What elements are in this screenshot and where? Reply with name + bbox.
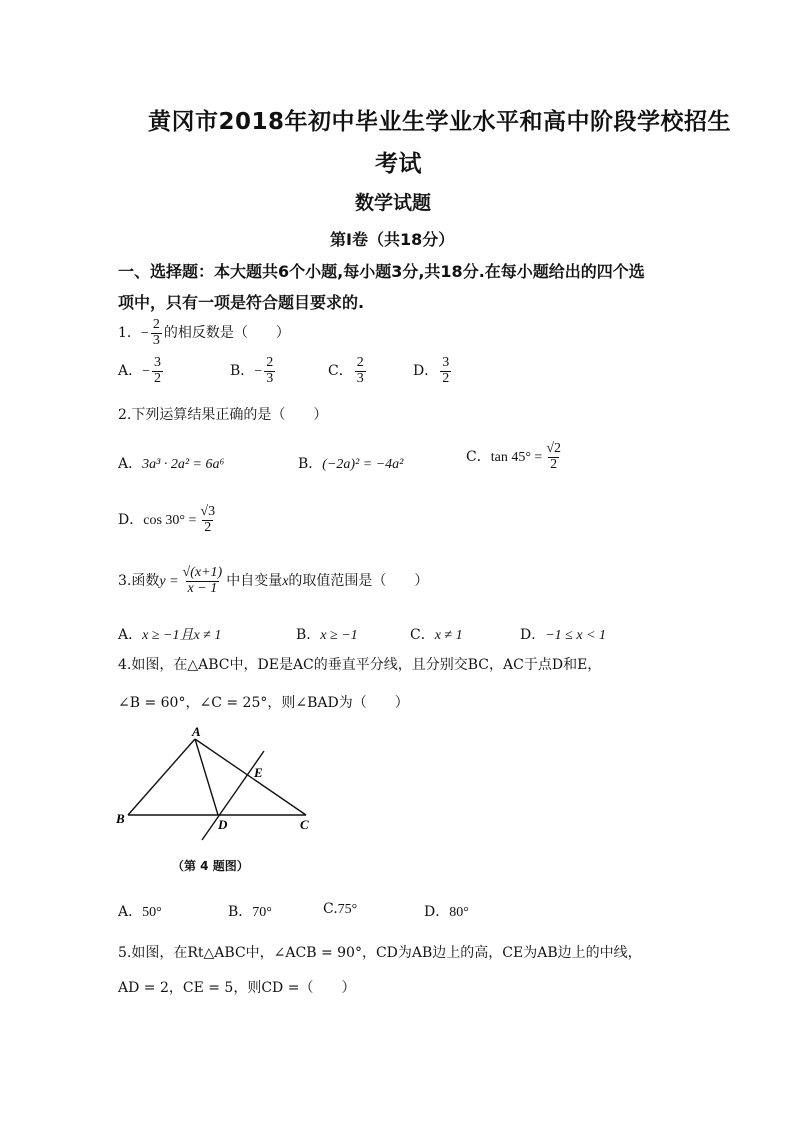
q3-option-c: C．x ≠ 1 [410,627,463,643]
question-3: 3.函数y = $\frac{√(x+1)}{x - 1}$ 中自变量x的取值范围是（ ） [118,565,429,596]
q4-triangle-figure [110,725,330,845]
exam-title-line1: 黄冈市2018年初中毕业生学业水平和高中阶段学校招生 [148,109,732,135]
q4-figure-caption: （第 4 题图） [172,859,249,873]
q1-option-c: C． $\frac{2}{3}$ [328,355,364,386]
subject-title: 数学试题 [355,192,432,214]
section-heading-line1: 一、选择题：本大题共6个小题,每小题3分,共18分.在每小题给出的四个选 [118,262,645,281]
segment-ab [128,739,195,815]
part-title: 第Ⅰ卷（共18分） [330,230,455,249]
segment-ad [195,739,218,815]
q2-option-d: D．cos 30° = $\frac{√3}{2}$ [118,504,216,535]
question-2: 2.下列运算结果正确的是（ ） [118,407,328,423]
label-a: A [192,725,201,739]
q1-stem: 的相反数是（ ） [163,325,290,342]
q3-option-a: A．x ≥ −1且x ≠ 1 [118,627,222,643]
question-4-line2: ∠B = 60°，∠C = 25°，则∠BAD为（ ） [118,695,409,711]
label-e: E [254,765,263,780]
question-4-line1: 4.如图，在△ABC中，DE是AC的垂直平分线，且分别交BC，AC于点D和E， [118,657,602,673]
label-c: C [300,817,309,832]
q4-option-c: C.75° [323,901,358,917]
section-heading-line2: 项中，只有一项是符合题目要求的. [118,293,365,312]
q2-option-b: B．(−2a)² = −4a² [298,456,404,472]
q3-option-d: D．−1 ≤ x < 1 [520,627,607,643]
q4-option-a: A．50° [118,904,162,920]
q1-option-a: A．− $\frac{3}{2}$ [118,355,162,386]
exam-title-line2: 考试 [375,151,422,177]
q3-option-b: B．x ≥ −1 [296,627,358,643]
q4-option-b: B．70° [228,904,272,920]
question-1: 1．− $\frac{2}{3}$ 的相反数是（ ） [118,317,290,348]
q4-option-d: D．80° [424,904,469,920]
question-5-line1: 5.如图，在Rt△ABC中，∠ACB = 90°，CD为AB边上的高，CE为AB边上的中线， [118,945,642,961]
question-5-line2: AD = 2，CE = 5，则CD =（ ） [118,980,356,996]
q1-option-d: D． $\frac{3}{2}$ [413,355,450,386]
label-d: D [218,817,228,832]
q1-fraction: $\frac{2}{3}$ [152,317,160,348]
q1-number: 1． [118,325,141,342]
q2-option-c: C．tan 45° = $\frac{√2}{2}$ [466,441,562,472]
label-b: B [116,811,125,826]
q2-option-a: A．3a³ · 2a² = 6a⁶ [118,456,225,472]
segment-ac [195,739,306,815]
q1-option-b: B．− $\frac{2}{3}$ [230,355,274,386]
